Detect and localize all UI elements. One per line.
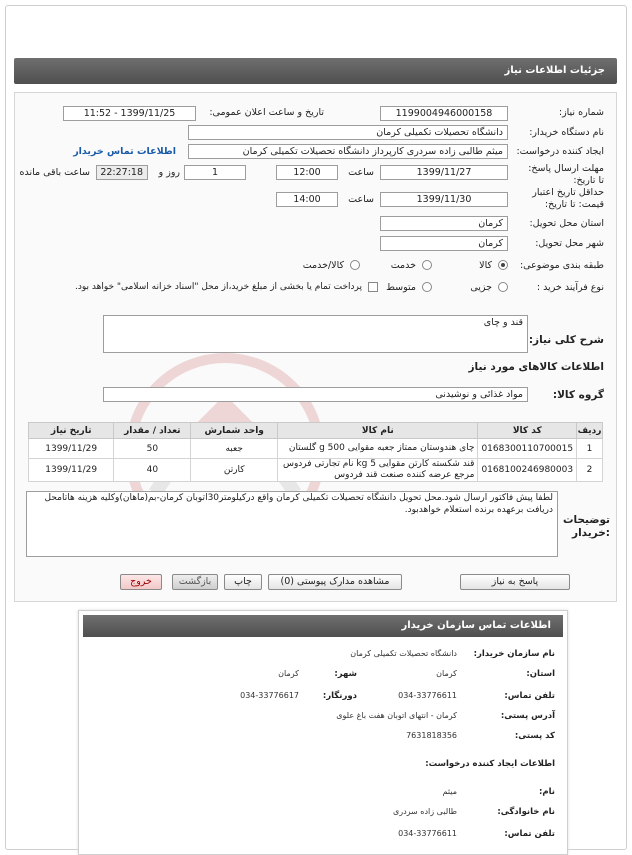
price-validity-time-label: ساعت	[348, 194, 374, 205]
category-label: طبقه بندی موضوعی:	[519, 260, 604, 271]
need-number-label: شماره نیاز:	[558, 107, 604, 118]
buyer-org-field: دانشگاه تحصیلات تکمیلی کرمان	[188, 125, 508, 140]
row-number: 2	[577, 459, 603, 482]
address-label: آدرس پستی:	[500, 711, 555, 721]
process-medium-radio[interactable]	[422, 282, 432, 292]
process-label: نوع فرآیند خرید :	[536, 282, 604, 293]
category-service-radio[interactable]	[422, 260, 432, 270]
province-field: کرمان	[380, 216, 508, 231]
deadline-label: مهلت ارسال پاسخ: تا تاریخ:	[528, 163, 604, 186]
buyer-notes-field: لطفا پیش فاکتور ارسال شود.محل تحویل دانشگاه تحصیلات تکمیلی کرمان واقع درکیلومتر30اتوبان کرمان-بم(ماهان)وکلیه هزینه هاتامحل دریافت برعهده برنده استعلام خواهدبود.	[26, 491, 558, 557]
items-section-title: اطلاعات کالاهای مورد نیاز	[468, 361, 604, 373]
item-qty: 40	[114, 459, 191, 482]
item-unit: جعبه	[191, 439, 278, 459]
remaining-time-label: ساعت باقی مانده	[19, 167, 90, 178]
category-service-label: خدمت	[390, 260, 416, 271]
buyer-notes-label: توضیحات خریدار:	[562, 514, 610, 539]
postal-label: کد پستی:	[514, 731, 555, 741]
phone-label: تلفن تماس:	[504, 691, 555, 701]
process-minor-radio[interactable]	[498, 282, 508, 292]
item-name: قند شکسته کارتن مقوایی 5 kg نام تجارتی فردوس مرجع عرضه کننده صنعت قند فردوس	[278, 459, 478, 482]
first-name-value: میثم	[442, 787, 457, 796]
general-desc-field: قند و چای	[103, 315, 528, 353]
col-qty: تعداد / مقدار	[114, 423, 191, 439]
row-number: 1	[577, 439, 603, 459]
creator-label: ایجاد کننده درخواست:	[516, 146, 604, 157]
table-row[interactable]	[29, 439, 603, 459]
postal-value: 7631818356	[406, 731, 457, 740]
deadline-date-field: 1399/11/27	[380, 165, 508, 180]
contact-province-value: کرمان	[436, 669, 457, 678]
item-date: 1399/11/29	[29, 459, 114, 482]
need-number-field: 1199004946000158	[380, 106, 508, 121]
table-row[interactable]	[29, 459, 603, 482]
buyer-org-label: نام دستگاه خریدار:	[529, 127, 604, 138]
city-field: کرمان	[380, 236, 508, 251]
last-name-value: طالبی زاده سردری	[392, 807, 457, 816]
col-code: کد کالا	[478, 423, 577, 439]
creator-info-title: اطلاعات ایجاد کننده درخواست:	[425, 759, 555, 769]
announce-datetime-label: تاریخ و ساعت اعلان عمومی:	[209, 107, 324, 118]
fax-label: دورنگار:	[322, 691, 357, 701]
exit-button[interactable]: خروج	[120, 574, 162, 590]
items-table-header	[29, 423, 603, 439]
deadline-time-label: ساعت	[348, 167, 374, 178]
deadline-time-field: 12:00	[276, 165, 338, 180]
city-label: شهر محل تحویل:	[535, 238, 604, 249]
contact-city-label: شهر:	[334, 669, 357, 679]
item-code: 0168300110700015	[478, 439, 577, 459]
col-date: تاریخ نیاز	[29, 423, 114, 439]
contact-province-label: استان:	[526, 669, 555, 679]
print-button[interactable]: چاپ	[224, 574, 262, 590]
last-name-label: نام خانوادگی:	[497, 807, 555, 817]
process-medium-label: متوسط	[386, 282, 416, 293]
item-name: چای هندوستان ممتاز جعبه مقوایی 500 g گلستان	[278, 439, 478, 459]
item-qty: 50	[114, 439, 191, 459]
deadline-days-field: 1	[184, 165, 246, 180]
org-label: نام سازمان خریدار:	[473, 649, 555, 659]
first-name-label: نام:	[538, 787, 555, 797]
creator-field: میثم طالبی زاده سردری کارپرداز دانشگاه تحصیلات تکمیلی کرمان	[188, 144, 508, 159]
price-validity-date-field: 1399/11/30	[380, 192, 508, 207]
back-button[interactable]: بازگشت	[172, 574, 218, 590]
creator-phone-label: تلفن تماس:	[504, 829, 555, 839]
province-label: استان محل تحویل:	[529, 218, 604, 229]
col-row: ردیف	[577, 423, 603, 439]
category-both-label: کالا/خدمت	[302, 260, 344, 271]
address-value: کرمان - انتهای اتوبان هفت باغ علوی	[336, 711, 457, 720]
col-name: نام کالا	[278, 423, 478, 439]
goods-group-label: گروه کالا:	[552, 389, 604, 401]
org-value: دانشگاه تحصیلات تکمیلی کرمان	[350, 649, 457, 658]
item-code: 0168100246980003	[478, 459, 577, 482]
process-minor-label: جزیی	[470, 282, 492, 293]
fax-value: 034-33776617	[240, 691, 299, 700]
general-desc-label: شرح کلی نیاز:	[528, 334, 604, 346]
contact-city-value: کرمان	[278, 669, 299, 678]
treasury-bond-checkbox[interactable]	[368, 282, 378, 292]
announce-datetime-field: 1399/11/25 - 11:52	[63, 106, 196, 121]
category-goods-label: کالا	[479, 260, 492, 271]
price-validity-label: حداقل تاریخ اعتبار قیمت: تا تاریخ:	[532, 187, 604, 210]
respond-button[interactable]: پاسخ به نیاز	[460, 574, 570, 590]
deadline-days-label: روز و	[158, 167, 180, 178]
category-both-radio[interactable]	[350, 260, 360, 270]
contact-panel-title: اطلاعات تماس سازمان خریدار	[83, 615, 563, 637]
creator-phone-value: 034-33776611	[398, 829, 457, 838]
col-unit: واحد شمارش	[191, 423, 278, 439]
buyer-contact-link[interactable]: اطلاعات تماس خریدار	[73, 146, 176, 157]
remaining-time-field: 22:27:18	[96, 165, 148, 180]
item-unit: کارتن	[191, 459, 278, 482]
window-title: جزئیات اطلاعات نیاز	[14, 58, 617, 84]
items-table	[28, 422, 603, 482]
goods-group-field: مواد غذائی و نوشیدنی	[103, 387, 528, 402]
price-validity-time-field: 14:00	[276, 192, 338, 207]
attachments-button[interactable]: مشاهده مدارک پیوستی (0)	[268, 574, 402, 590]
treasury-bond-note: پرداخت تمام یا بخشی از مبلغ خرید،از محل "اسناد خزانه اسلامی" خواهد بود.	[74, 282, 362, 292]
buyer-contact-panel	[78, 610, 568, 855]
item-date: 1399/11/29	[29, 439, 114, 459]
phone-value: 034-33776611	[398, 691, 457, 700]
category-goods-radio[interactable]	[498, 260, 508, 270]
